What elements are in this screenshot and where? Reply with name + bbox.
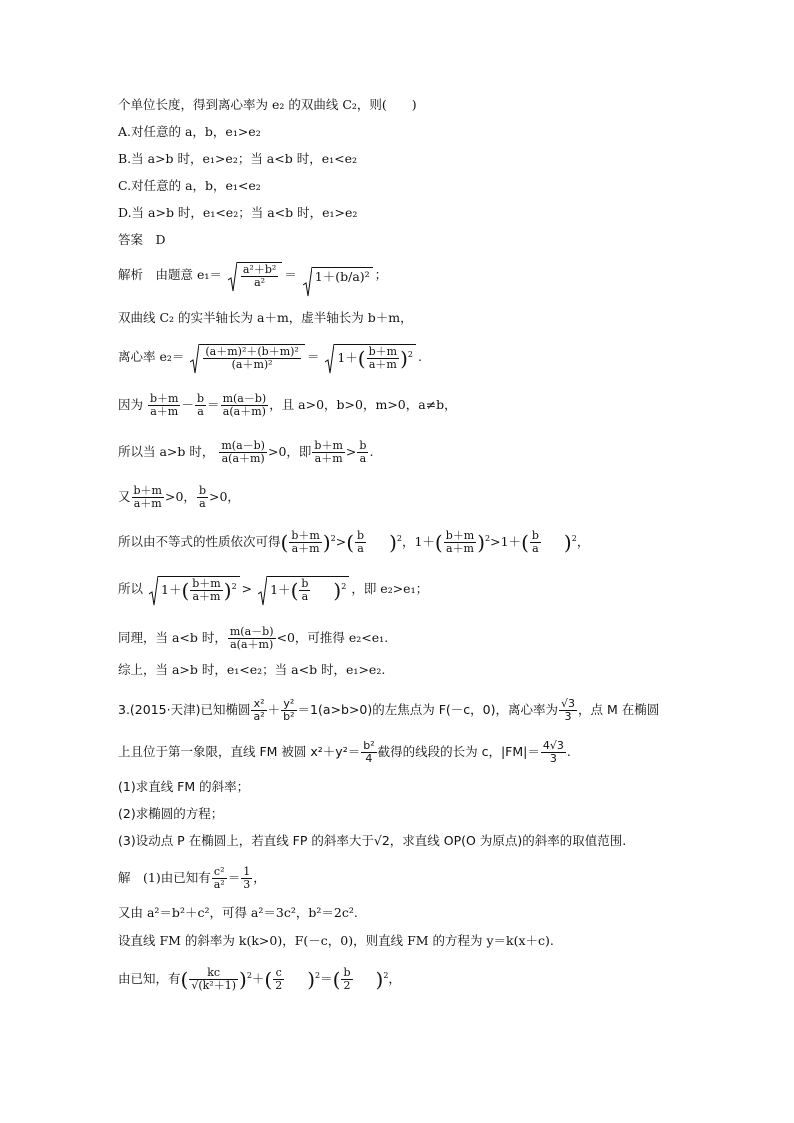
fraction: $\frac{\text{b²}}{4}$ bbox=[363, 739, 375, 765]
fraction: $\frac{\text{c²}}{\text{a²}}$ bbox=[213, 865, 225, 891]
fraction: $\frac{\text{(a＋m)²＋(b＋m)²}}{\text{(a＋m)²}}$ bbox=[205, 345, 299, 371]
fraction: $\frac{√3}{3}$ bbox=[561, 697, 576, 723]
fraction: $\frac{m(a-b)}{a(a+m)}$ bbox=[221, 439, 265, 465]
inequality-line: 所以由不等式的性质依次可得( $\frac{b+m}{a+m}$ )$^2$>( $\frac{b}{a}$ )$^2$，1＋( $\frac{b+m}{a+m}$ )$^2$>1＋( $\frac{b}{a}$ )$^2$， bbox=[118, 529, 590, 555]
fraction: $\frac{b+m}{a+m}$ bbox=[445, 529, 475, 555]
solution-e1-line: 解析 由题意 e₁＝ $\frac{\text{a²＋b²}}{\text{a²}}$ ＝ 1＋(b/a)² ； bbox=[118, 262, 387, 289]
fraction: $\frac{m(a-b)}{a(a+m)}$ bbox=[229, 625, 274, 651]
radical-sign bbox=[228, 262, 237, 292]
fraction: $\frac{m(a-b)}{a(a+m)}$ bbox=[222, 392, 267, 418]
text-line: 双曲线 C₂ 的实半轴长为 a＋m，虚半轴长为 b＋m， bbox=[118, 310, 413, 325]
fraction: $\frac{b}{2}$ bbox=[343, 966, 351, 992]
option-c: C.对任意的 a，b，e₁<e₂ bbox=[118, 178, 261, 193]
solution-line-4: 由已知，有( $\frac{kc}{\text{√(k²＋1)}}$ )$^2$＋( $\frac{c}{2}$ )$^2$＝( $\frac{b}{2}$ )$^2$， bbox=[118, 966, 401, 992]
question-part-3: (3)设动点 P 在椭圆上，若直线 FP 的斜率大于√2，求直线 OP(O 为原点)的斜率的取值范围. bbox=[118, 833, 627, 848]
question-part-1: (1)求直线 FM 的斜率； bbox=[118, 779, 250, 794]
sqrt-expression: 1＋( $\frac{b+m}{a+m}$ )$^2$ bbox=[149, 576, 240, 603]
similarly-line: 同理，当 a<b 时， $\frac{m(a-b)}{a(a+m)}$ <0，可推得 e₂<e₁. bbox=[118, 625, 389, 651]
sqrt-expression: 1＋( $\frac{b}{a}$ )$^2$ bbox=[258, 576, 349, 603]
fraction: $\frac{b}{a}$ bbox=[197, 392, 205, 418]
fraction: $\frac{b+m}{a+m}$ bbox=[150, 392, 179, 418]
option-a: A.对任意的 a，b，e₁>e₂ bbox=[118, 124, 261, 139]
solution-e2-line: 离心率 e₂＝ $\frac{\text{(a＋m)²＋(b＋m)²}}{\text{(a＋m)²}}$ ＝ 1＋( $\frac{b+m}{a+m}$ )$^2$ . bbox=[118, 344, 422, 371]
radical-sign bbox=[149, 576, 158, 606]
so-line-2: 所以 1＋( $\frac{b+m}{a+m}$ )$^2$ > 1＋( $\frac{b}{a}$ )$^2$ ，即 e₂>e₁； bbox=[118, 576, 428, 603]
radical-sign bbox=[258, 576, 267, 606]
solution-line-3: 设直线 FM 的斜率为 k(k>0)，F(－c，0)，则直线 FM 的方程为 y＝k(x＋c). bbox=[118, 933, 554, 948]
fraction: $\frac{b+m}{a+m}$ bbox=[368, 345, 398, 371]
fraction: $\frac{b}{a}$ bbox=[359, 439, 367, 465]
label: 离心率 e₂＝ bbox=[118, 349, 185, 364]
question-3-line-2: 上且位于第一象限，直线 FM 被圆 x²＋y²＝ $\frac{\text{b²}}{4}$ 截得的线段的长为 c，|FM|＝ $\frac{4√3}{3}$ . bbox=[118, 739, 571, 765]
answer-line: 答案 D bbox=[118, 232, 166, 247]
fraction: $\frac{b}{a}$ bbox=[198, 484, 206, 510]
fraction: $\frac{b}{a}$ bbox=[357, 529, 365, 555]
fraction: $\frac{\text{x²}}{\text{a²}}$ bbox=[253, 697, 265, 723]
sqrt-expression bbox=[228, 262, 282, 289]
question-part-2: (2)求椭圆的方程； bbox=[118, 806, 224, 821]
fraction: $\frac{b+m}{a+m}$ bbox=[314, 439, 343, 465]
solution-label: 解析 由题意 e₁＝ bbox=[118, 267, 222, 282]
so-line: 所以当 a>b 时， $\frac{m(a-b)}{a(a+m)}$ >0，即 $\frac{b+m}{a+m}$ > $\frac{b}{a}$ . bbox=[118, 439, 374, 465]
also-line: 又 $\frac{b+m}{a+m}$ >0， $\frac{b}{a}$ >0， bbox=[118, 484, 240, 510]
sqrt-expression bbox=[190, 344, 304, 371]
solution-line-1: 解 (1)由已知有 $\frac{\text{c²}}{\text{a²}}$ ＝ $\frac{1}{3}$ ， bbox=[118, 865, 266, 891]
sqrt-expression: 1＋( $\frac{b+m}{a+m}$ )$^2$ bbox=[325, 344, 416, 371]
fraction: $\frac{b+m}{a+m}$ bbox=[133, 484, 162, 510]
fraction: $\frac{\text{y²}}{\text{b²}}$ bbox=[283, 697, 295, 723]
fraction: $\frac{c}{2}$ bbox=[275, 966, 283, 992]
because-line: 因为 $\frac{b+m}{a+m}$ － $\frac{b}{a}$ ＝ $\frac{m(a-b)}{a(a+m)}$ ，且 a>0，b>0，m>0，a≠b， bbox=[118, 392, 457, 418]
option-d: D.当 a>b 时，e₁<e₂；当 a<b 时，e₁>e₂ bbox=[118, 205, 358, 220]
sqrt-expression bbox=[303, 267, 373, 285]
fraction: $\frac{kc}{\text{√(k²＋1)}}$ bbox=[191, 966, 236, 992]
fraction: $\frac{b+m}{a+m}$ bbox=[192, 577, 221, 603]
option-b: B.当 a>b 时，e₁>e₂；当 a<b 时，e₁<e₂ bbox=[118, 151, 357, 166]
fraction: $\frac{4√3}{3}$ bbox=[542, 739, 564, 765]
radical-sign bbox=[303, 267, 312, 297]
radical-sign bbox=[190, 344, 199, 374]
fraction: $\frac{\text{a²＋b²}}{\text{a²}}$ bbox=[242, 263, 277, 289]
text-line: 个单位长度，得到离心率为 e₂ 的双曲线 C₂，则( ) bbox=[118, 97, 417, 112]
summary-line: 综上，当 a>b 时，e₁<e₂；当 a<b 时，e₁>e₂. bbox=[118, 662, 386, 677]
solution-line-2: 又由 a²＝b²＋c²，可得 a²＝3c²，b²＝2c². bbox=[118, 905, 358, 920]
fraction: $\frac{1}{3}$ bbox=[243, 865, 251, 891]
fraction: $\frac{b}{a}$ bbox=[301, 577, 309, 603]
radical-sign bbox=[325, 344, 334, 374]
question-3-line-1: 3.(2015·天津)已知椭圆 $\frac{\text{x²}}{\text{a²}}$ ＋ $\frac{\text{y²}}{\text{b²}}$ ＝1(a>b>0)的左焦点为 F(－c，0)，离心率为 $\frac{√3}{3}$ ，点 M 在椭圆 bbox=[118, 697, 660, 723]
math-expression: 1＋(b/a)² bbox=[312, 267, 373, 285]
fraction: $\frac{b+m}{a+m}$ bbox=[291, 529, 320, 555]
fraction: $\frac{b}{a}$ bbox=[531, 529, 539, 555]
